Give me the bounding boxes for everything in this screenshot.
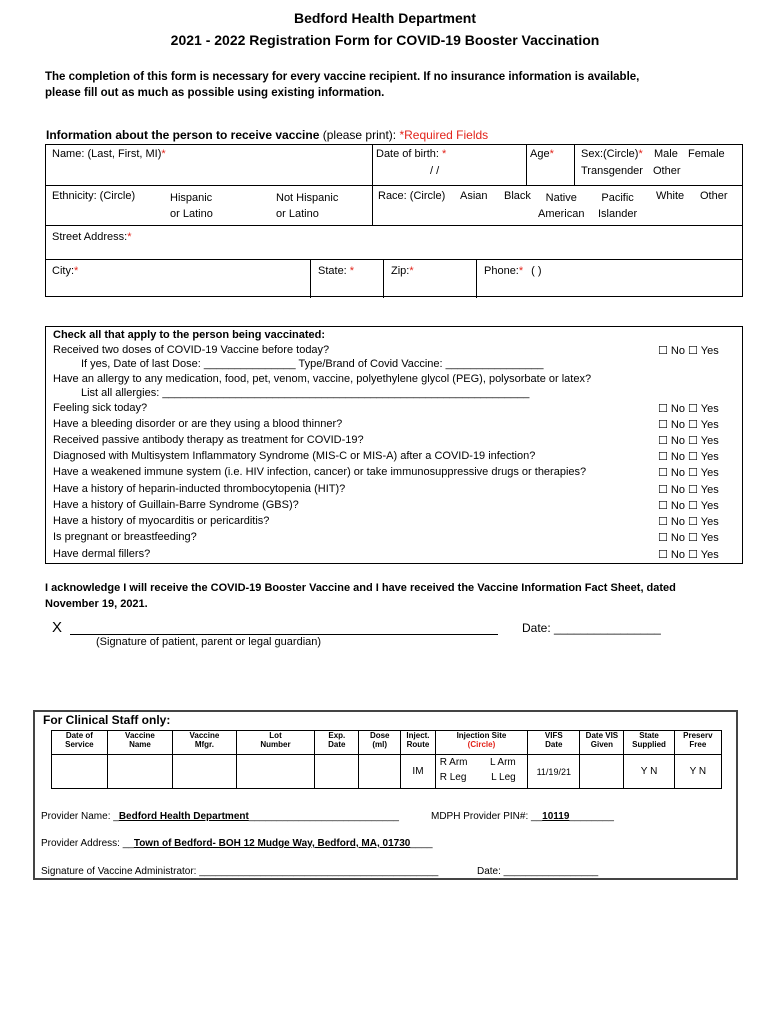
cell-vaccine-name[interactable] <box>107 755 172 789</box>
hd-site-b: (Circle) <box>467 740 496 749</box>
hd-dose-b: (ml) <box>372 740 388 749</box>
hd-route-b: Route <box>406 740 430 749</box>
checklist-q3-options[interactable]: ☐ No ☐ Yes <box>658 403 719 415</box>
race-option-asian[interactable]: Asian <box>460 190 488 202</box>
race-option-black[interactable]: Black <box>504 190 531 202</box>
zip-label: Zip: <box>391 265 410 277</box>
required-star: * <box>409 265 414 277</box>
person-section-note: (please print): <box>319 128 400 142</box>
hd-site-a: Injection Site <box>456 731 507 740</box>
checklist-q11-options[interactable]: ☐ No ☐ Yes <box>658 532 719 544</box>
site-row-leg <box>440 772 516 783</box>
street-address-field[interactable] <box>52 231 132 243</box>
cell-date-service[interactable] <box>52 755 108 789</box>
cell-route: IM <box>401 755 436 789</box>
clinical-table <box>51 730 722 789</box>
race-option-pacific-islander[interactable] <box>598 190 637 222</box>
state-field[interactable] <box>318 265 354 277</box>
administrator-signature-field[interactable]: Signature of Vaccine Administrator: ___________________________________________ <box>41 866 439 877</box>
race-native-a: Native <box>545 192 577 204</box>
zip-field[interactable] <box>391 265 414 277</box>
cell-vaccine-mfgr[interactable] <box>173 755 236 789</box>
race-option-native-american[interactable] <box>538 190 584 222</box>
phone-field[interactable] <box>484 265 542 277</box>
provider-pin-field[interactable] <box>431 811 614 822</box>
sex-label-group <box>581 148 643 160</box>
intro-line-2: please fill out as much as possible using existing information. <box>45 87 385 99</box>
ethnicity-option-not-hispanic[interactable] <box>276 190 338 222</box>
person-section-heading: Information about the person to receive vaccine <box>46 128 320 142</box>
city-field[interactable] <box>52 265 78 277</box>
cell-exp-date[interactable] <box>315 755 359 789</box>
phone-paren: ( ) <box>531 265 542 277</box>
signature-line[interactable] <box>70 634 498 635</box>
checklist-q7: Have a weakened immune system (i.e. HIV infection, cancer) or take immunosuppressive drugs or therapies? <box>53 466 587 478</box>
cell-dose[interactable] <box>359 755 401 789</box>
required-star: * <box>161 148 166 160</box>
hd-vname-b: Name <box>129 740 151 749</box>
race-native-b: American <box>538 208 585 220</box>
hd-lot-b: Number <box>260 740 291 749</box>
col-exp-date <box>315 731 359 755</box>
site-r-arm[interactable]: R Arm <box>439 757 468 768</box>
required-star: * <box>442 148 447 160</box>
race-option-white[interactable]: White <box>656 190 685 202</box>
hd-date-a: Date of <box>65 731 93 740</box>
form-header-title: Bedford Health Department <box>293 10 477 26</box>
race-pacific-a: Pacific <box>601 192 634 204</box>
signature-caption: (Signature of patient, parent or legal guardian) <box>96 636 322 648</box>
checklist-q9: Have a history of Guillain-Barre Syndrome (GBS)? <box>53 499 299 511</box>
hd-pres-a: Preserv <box>683 731 713 740</box>
acknowledgement-text <box>45 580 735 612</box>
clinical-title: For Clinical Staff only: <box>43 713 171 727</box>
dob-slashes: / / <box>430 165 440 177</box>
person-section-title <box>46 128 488 142</box>
phone-label: Phone: <box>484 265 519 277</box>
cell-injection-site[interactable] <box>435 755 527 789</box>
hd-lot-a: Lot <box>269 731 282 740</box>
col-vaccine-mfgr <box>173 731 236 755</box>
hd-exp-a: Exp. <box>328 731 346 740</box>
form-header-subtitle: 2021 - 2022 Registration Form for COVID-19 Booster Vaccination <box>170 32 600 48</box>
provider-pin-label: MDPH Provider PIN#: __ <box>431 811 543 822</box>
provider-name-field[interactable] <box>41 811 399 822</box>
site-r-leg[interactable]: R Leg <box>439 772 467 783</box>
site-l-leg[interactable]: L Leg <box>491 772 516 783</box>
required-star: * <box>518 265 524 277</box>
site-row-arm <box>440 757 516 768</box>
race-label: Race: (Circle) <box>378 190 446 202</box>
hd-state-a: State <box>639 731 659 740</box>
eth-opt1b: or Latino <box>170 208 213 220</box>
hd-pres-b: Free <box>689 740 707 749</box>
sex-option-female[interactable]: Female <box>688 148 725 160</box>
checklist-q12-options[interactable]: ☐ No ☐ Yes <box>658 549 719 561</box>
col-preserv-free <box>674 731 721 755</box>
checklist-q9-options[interactable]: ☐ No ☐ Yes <box>658 500 719 512</box>
street-label: Street Address: <box>52 231 128 243</box>
checklist-q12: Have dermal fillers? <box>53 548 151 560</box>
checklist-q2: Have an allergy to any medication, food, pet, venom, vaccine, polyethylene glycol (PEG), polysorbate or latex? <box>53 373 592 385</box>
checklist-title: Check all that apply to the person being vaccinated: <box>53 329 326 341</box>
sex-option-other[interactable]: Other <box>653 165 681 177</box>
age-label: Age <box>530 148 550 160</box>
ack-line-1: I acknowledge I will receive the COVID-19 Booster Vaccine and I have received the Vaccine Information Fact Sheet, dated <box>45 582 676 594</box>
hd-vmfg-b: Mfgr. <box>194 740 214 749</box>
site-l-arm[interactable]: L Arm <box>489 757 516 768</box>
col-injection-site <box>435 731 527 755</box>
ethnicity-option-hispanic[interactable] <box>170 190 213 222</box>
checklist-q1: Received two doses of COVID-19 Vaccine before today? <box>53 344 330 356</box>
col-vaccine-name <box>107 731 172 755</box>
hd-vifs-b: Date <box>545 740 563 749</box>
eth-opt1a: Hispanic <box>170 192 213 204</box>
dob-label: Date of birth: <box>376 148 443 160</box>
cell-preserv-free[interactable]: Y N <box>674 755 721 789</box>
ethnicity-label: Ethnicity: (Circle) <box>52 190 136 202</box>
hd-route-a: Inject. <box>406 731 430 740</box>
cell-date-vis[interactable] <box>580 755 624 789</box>
col-vifs-date <box>528 731 580 755</box>
col-date-vis <box>580 731 624 755</box>
checklist-q8: Have a history of heparin-inducted thrombocytopenia (HIT)? <box>53 483 346 495</box>
required-star: * <box>638 148 643 160</box>
checklist-q8-options[interactable]: ☐ No ☐ Yes <box>658 484 719 496</box>
hd-dvis-a: Date VIS <box>585 731 619 740</box>
checklist-q2-sub[interactable]: List all allergies: ____________________________________________________________ <box>81 387 530 399</box>
checklist-q1-options[interactable]: ☐ No ☐ Yes <box>658 345 719 357</box>
administrator-date-field[interactable]: Date: _________________ <box>477 866 599 877</box>
sex-option-transgender[interactable]: Transgender <box>581 165 643 177</box>
race-pacific-b: Islander <box>598 208 638 220</box>
cell-lot-number[interactable] <box>236 755 315 789</box>
hd-vifs-a: VIFS <box>544 731 563 740</box>
provider-name-tail: ___________________________ <box>248 811 399 822</box>
sex-label: Sex:(Circle) <box>581 148 639 160</box>
checklist-q1-sub[interactable]: If yes, Date of last Dose: _______________ Type/Brand of Covid Vaccine: ________________ <box>81 358 544 370</box>
hd-state-b: Supplied <box>632 740 666 749</box>
checklist-q3: Feeling sick today? <box>53 402 148 414</box>
col-state-supplied <box>624 731 674 755</box>
required-star: * <box>549 148 554 160</box>
cell-state-supplied[interactable]: Y N <box>624 755 674 789</box>
intro-line-1: The completion of this form is necessary for every vaccine recipient. If no insurance information is available, <box>45 71 640 83</box>
col-lot-number <box>236 731 315 755</box>
ack-line-2: November 19, 2021. <box>45 598 148 610</box>
sex-option-male[interactable]: Male <box>654 148 678 160</box>
eth-opt2a: Not Hispanic <box>276 192 339 204</box>
intro-text <box>45 69 735 101</box>
checklist-q5: Received passive antibody therapy as treatment for COVID-19? <box>53 434 364 446</box>
hd-exp-b: Date <box>328 740 346 749</box>
city-label: City: <box>52 265 74 277</box>
signature-date-field[interactable]: Date: ________________ <box>522 621 661 635</box>
vaccination-checklist <box>45 326 743 564</box>
col-dose <box>359 731 401 755</box>
name-field[interactable] <box>52 148 166 160</box>
name-label: Name: (Last, First, MI) <box>52 148 162 160</box>
provider-name-label: Provider Name: _ <box>41 811 119 822</box>
provider-address-field[interactable] <box>41 838 433 849</box>
state-label: State: <box>318 265 350 277</box>
checklist-q11: Is pregnant or breastfeeding? <box>53 531 197 543</box>
checklist-q7-options[interactable]: ☐ No ☐ Yes <box>658 467 719 479</box>
age-field[interactable] <box>530 148 554 160</box>
required-star: * <box>74 265 79 277</box>
checklist-q5-options[interactable]: ☐ No ☐ Yes <box>658 435 719 447</box>
eth-opt2b: or Latino <box>276 208 319 220</box>
checklist-q4-options[interactable]: ☐ No ☐ Yes <box>658 419 719 431</box>
required-note: *Required Fields <box>399 128 489 142</box>
hd-dvis-b: Given <box>590 740 614 749</box>
hd-vname-a: Vaccine <box>125 731 155 740</box>
provider-pin-tail: ________ <box>569 811 614 822</box>
provider-address-value: Town of Bedford- BOH 12 Mudge Way, Bedford, MA, 01730 <box>133 838 411 849</box>
provider-name-value: Bedford Health Department <box>118 811 249 822</box>
person-info-box <box>45 144 743 297</box>
checklist-q4: Have a bleeding disorder or are they using a blood thinner? <box>53 418 343 430</box>
hd-dose-a: Dose <box>369 731 390 740</box>
hd-date-b: Service <box>65 740 94 749</box>
hd-vmfg-a: Vaccine <box>189 731 220 740</box>
race-option-other[interactable]: Other <box>700 190 728 202</box>
provider-pin-value: 10119 <box>542 811 570 822</box>
provider-address-label: Provider Address: __ <box>41 838 134 849</box>
cell-vifs-date: 11/19/21 <box>528 755 580 789</box>
provider-address-tail: ____ <box>410 838 433 849</box>
checklist-q10-options[interactable]: ☐ No ☐ Yes <box>658 516 719 528</box>
col-inject-route <box>401 731 436 755</box>
dob-field[interactable] <box>376 148 446 160</box>
checklist-q6: Diagnosed with Multisystem Inflammatory Syndrome (MIS-C or MIS-A) after a COVID-19 infection? <box>53 450 536 462</box>
checklist-q10: Have a history of myocarditis or pericarditis? <box>53 515 270 527</box>
signature-x-mark: X <box>52 619 63 636</box>
required-star: * <box>127 231 132 243</box>
required-star: * <box>349 265 355 277</box>
checklist-q6-options[interactable]: ☐ No ☐ Yes <box>658 451 719 463</box>
clinical-staff-box <box>33 710 738 880</box>
col-date-service <box>52 731 108 755</box>
